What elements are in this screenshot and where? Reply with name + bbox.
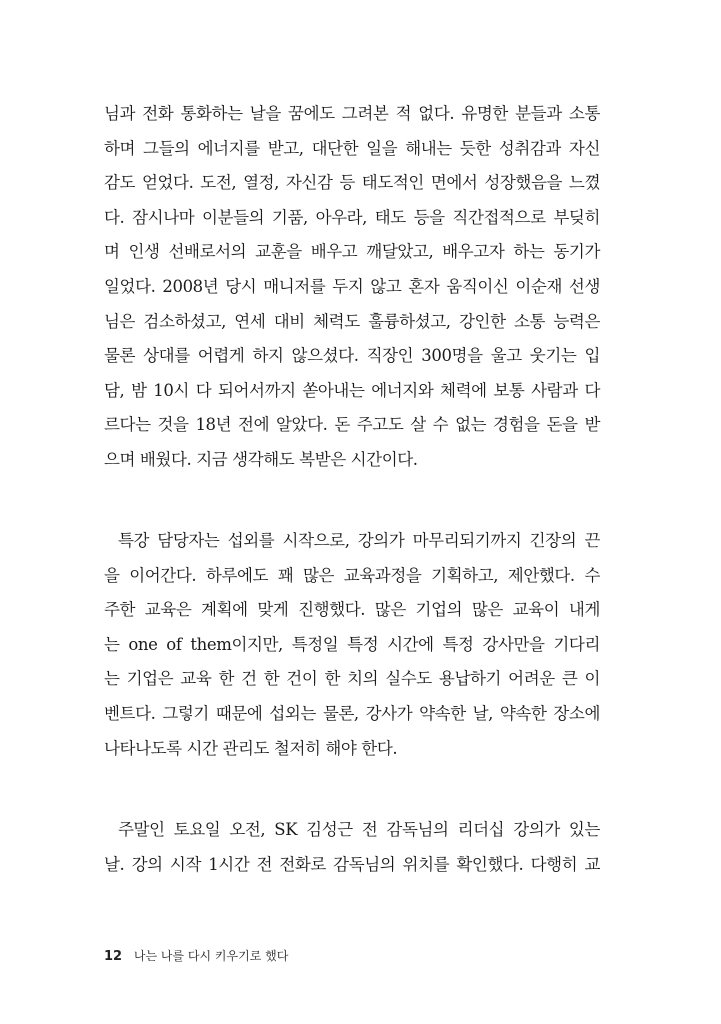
text-line: 다. 잠시나마 이분들의 기품, 아우라, 태도 등을 직간접적으로 부딪히: [104, 207, 600, 227]
book-title: 나는 나를 다시 키우기로 했다: [133, 949, 289, 963]
text-line: 며 인생 선배로서의 교훈을 배우고 깨달았고, 배우고자 하는 동기가: [104, 242, 600, 262]
text-line: 하며 그들의 에너지를 받고, 대단한 일을 해내는 듯한 성취감과 자신: [104, 138, 600, 158]
text-line: 님과 전화 통화하는 날을 꿈에도 그려본 적 없다. 유명한 분들과 소통: [104, 104, 600, 123]
page-number: 12: [104, 949, 123, 964]
text-line: 주말인 토요일 오전, SK 김성근 전 감독님의 리더십 강의가 있는: [118, 820, 600, 839]
page-footer: [104, 947, 288, 964]
paragraph-2: [104, 524, 600, 766]
text-line: 특강 담당자는 섭외를 시작으로, 강의가 마무리되기까지 긴장의 끈: [118, 531, 600, 550]
text-line: 감도 얻었다. 도전, 열정, 자신감 등 태도적인 면에서 성장했음을 느꼈: [104, 173, 600, 193]
text-line: 는 기업은 교육 한 건 한 건이 한 치의 실수도 용납하기 어려운 큰 이: [104, 669, 600, 689]
text-line: 으며 배웠다. 지금 생각해도 복받은 시간이다.: [104, 449, 418, 469]
text-line: 는 one of them이지만, 특정일 특정 시간에 특정 강사만을 기다리: [104, 634, 600, 654]
text-line: 일었다. 2008년 당시 매니저를 두지 않고 혼자 움직이신 이순재 선생: [104, 276, 600, 296]
text-line: 님은 검소하셨고, 연세 대비 체력도 훌륭하셨고, 강인한 소통 능력은: [104, 311, 600, 331]
paragraph-3: [104, 813, 600, 882]
text-line: 르다는 것을 18년 전에 알았다. 돈 주고도 살 수 없는 경험을 돈을 받: [104, 415, 600, 435]
text-line: 주한 교육은 계획에 맞게 진행했다. 많은 기업의 많은 교육이 내게: [104, 600, 600, 620]
text-line: 담, 밤 10시 다 되어서까지 쏟아내는 에너지와 체력에 보통 사람과 다: [104, 380, 600, 400]
text-line: 벤트다. 그렇기 때문에 섭외는 물론, 강사가 약속한 날, 약속한 장소에: [104, 703, 600, 723]
text-line: 날. 강의 시작 1시간 전 전화로 감독님의 위치를 확인했다. 다행히 교: [104, 854, 600, 874]
text-line: 나타나도록 시간 관리도 철저히 해야 한다.: [104, 738, 398, 758]
text-line: 물론 상대를 어렵게 하지 않으셨다. 직장인 300명을 울고 웃기는 입: [104, 346, 600, 366]
paragraph-1: [104, 97, 600, 478]
text-line: 을 이어간다. 하루에도 꽤 많은 교육과정을 기획하고, 제안했다. 수: [104, 565, 600, 585]
